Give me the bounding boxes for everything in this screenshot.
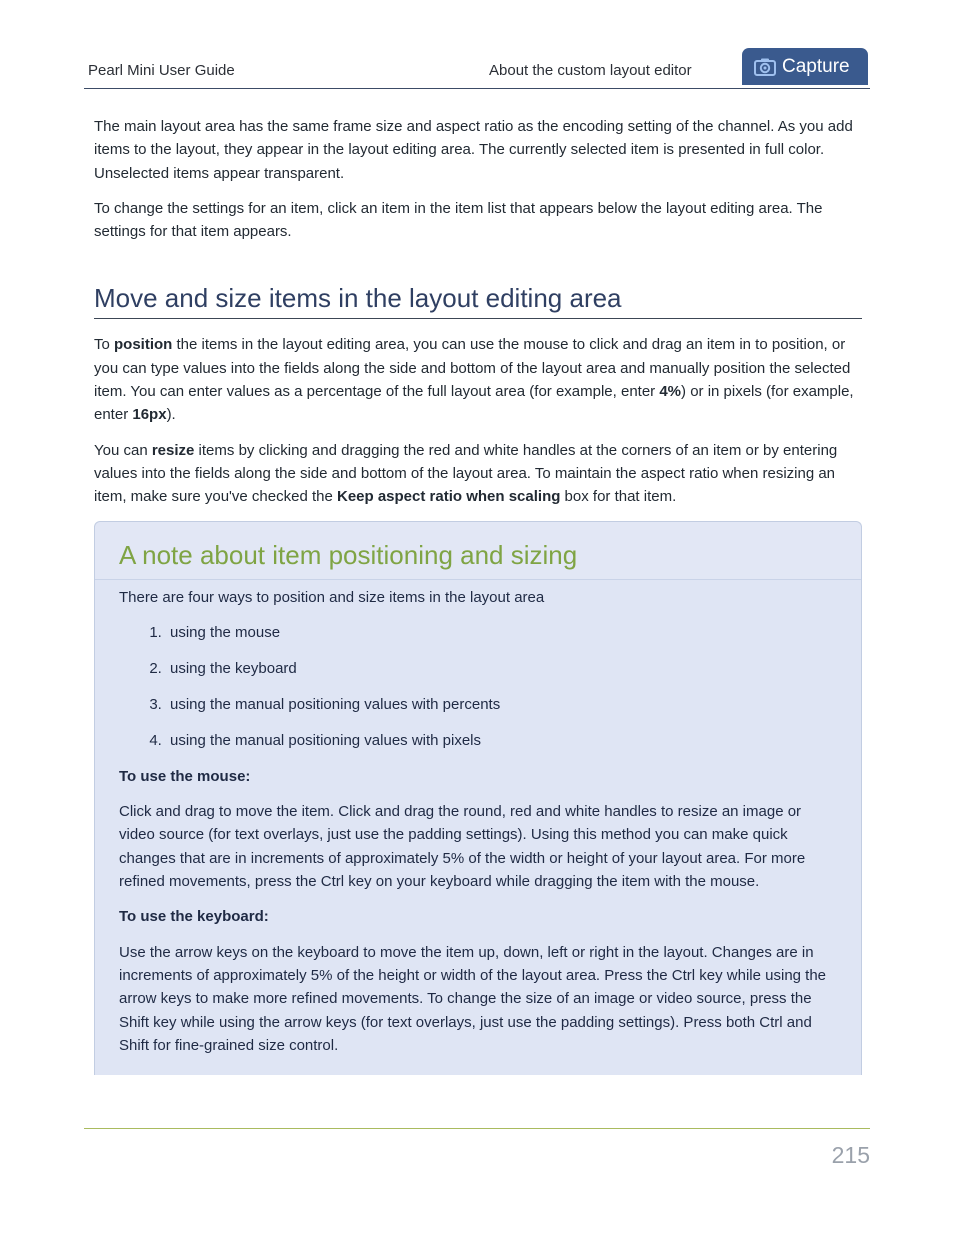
camera-icon	[754, 52, 776, 89]
section-heading: Move and size items in the layout editing area	[94, 283, 862, 319]
section-title: About the custom layout editor	[489, 62, 692, 79]
list-item: 3. using the manual positioning values with percents	[166, 693, 837, 716]
page-header	[84, 48, 870, 89]
position-paragraph: To position the items in the layout editing area, you can use the mouse to click and drag an item in to position, or you can type values into the fields along the side and bottom of the layout area and manually position the selected item. You can enter values as a percentage of the full layout area (for example, enter 4%) or in pixels (for example, enter 16px).	[94, 336, 854, 424]
note-intro: There are four ways to position and size items in the layout area	[119, 588, 545, 606]
note-box	[94, 521, 862, 1076]
page-content	[94, 115, 862, 1075]
note-body	[95, 580, 861, 1076]
doc-title: Pearl Mini User Guide	[88, 62, 235, 79]
mouse-heading: To use the mouse:	[119, 767, 251, 785]
resize-paragraph: You can resize items by clicking and dragging the red and white handles at the corners of an item or by entering values into the fields along the side and bottom of the layout area. To maintain the aspect ratio when resizing an item, make sure you've checked the Keep aspect ratio when scaling box for that item.	[94, 441, 838, 506]
keyboard-text: Use the arrow keys on the keyboard to move the item up, down, left or right in the layout. Changes are in increments of approximately 5% of the height or width of the layout area. Press the Ctrl key while using the arrow keys to make more refined movements. To change the size of an image or video source, press the Shift key while using the arrow keys (for text overlays, just use the padding settings). Press both Ctrl and Shift for fine-grained size control.	[119, 943, 827, 1054]
intro-paragraph-2: To change the settings for an item, click an item in the item list that appears below the layout editing area. The settings for that item appears.	[94, 199, 823, 241]
footer-rule	[84, 1128, 870, 1129]
list-item: 1. using the mouse	[166, 621, 837, 644]
intro-paragraph-1: The main layout area has the same frame size and aspect ratio as the encoding setting of the channel. As you add items to the layout, they appear in the layout editing area. The currently selected item is presented in full color. Unselected items appear transparent.	[94, 118, 853, 182]
mouse-text: Click and drag to move the item. Click and drag the round, red and white handles to resize an image or video source (for text overlays, just use the padding settings). Using this method you can make quick changes that are in increments of approximately 5% of the width or height of your layout area. For more refined movements, press the Ctrl key on your keyboard while dragging the item with the mouse.	[119, 803, 806, 891]
list-item: 4. using the manual positioning values with pixels	[166, 729, 837, 752]
note-title: A note about item positioning and sizing	[95, 522, 861, 580]
page-number: 215	[831, 1142, 870, 1168]
ways-list	[119, 621, 837, 752]
capture-badge	[742, 48, 868, 85]
keyboard-heading: To use the keyboard:	[119, 908, 269, 926]
list-item: 2. using the keyboard	[166, 657, 837, 680]
badge-label: Capture	[782, 56, 850, 77]
